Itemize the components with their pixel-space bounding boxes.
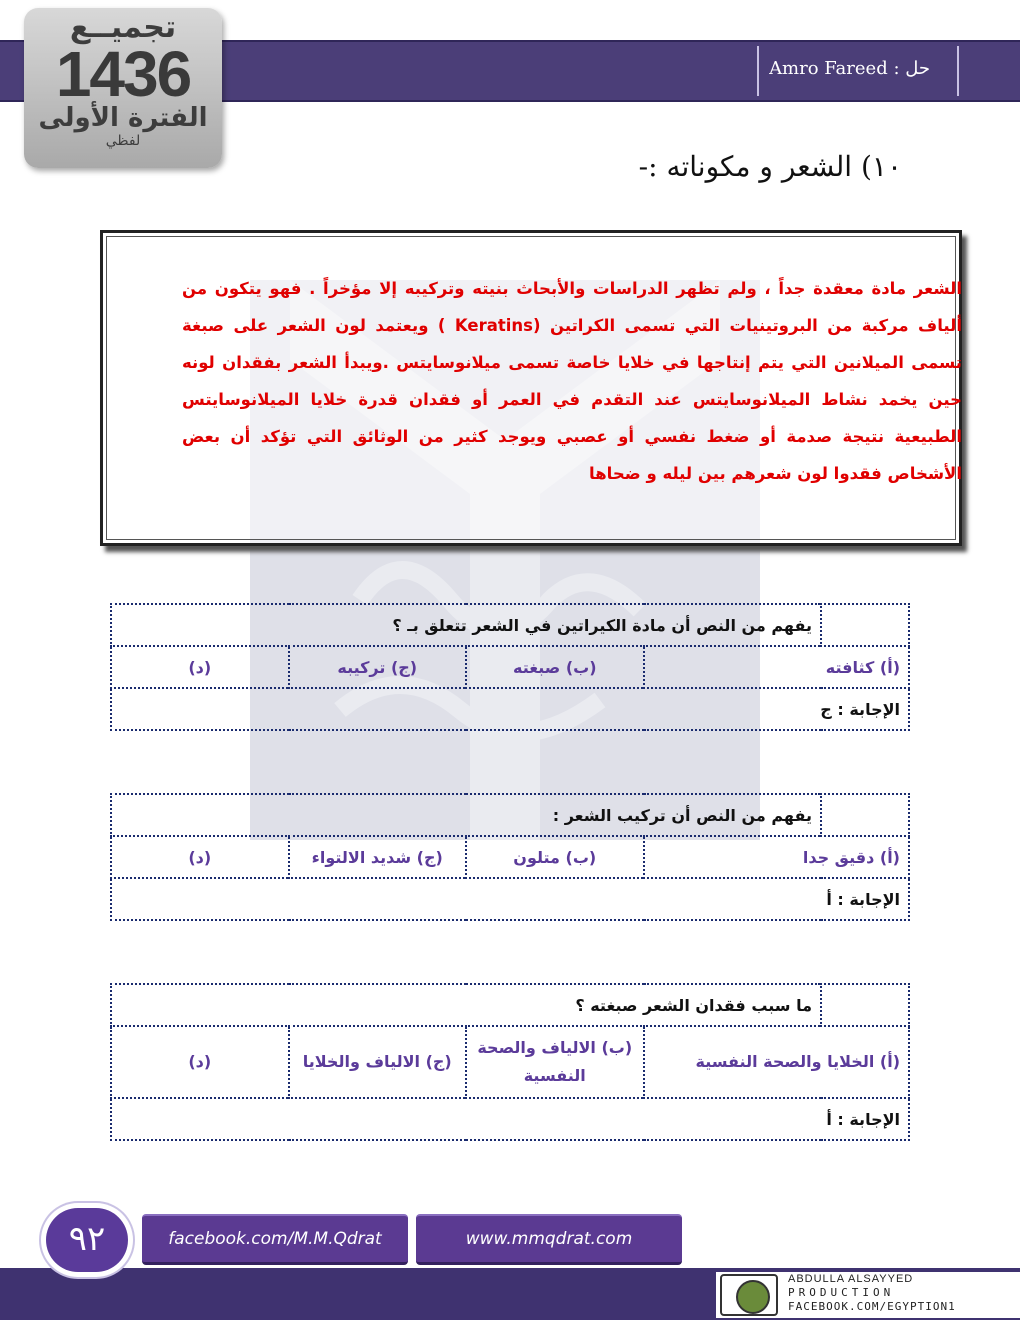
question-table <box>110 793 910 921</box>
option-b[interactable]: (ب) الالياف والصحة النفسية <box>466 1026 644 1098</box>
option-c[interactable]: (ج) تركيبه <box>289 646 467 688</box>
answer-text: الإجابة : ج <box>111 688 909 730</box>
question-table <box>110 603 910 731</box>
facebook-link[interactable]: facebook.com/M.M.Qdrat <box>142 1214 408 1265</box>
option-a[interactable]: (أ) دقيق جدا <box>644 836 910 878</box>
option-c[interactable]: (ج) شديد الالتواء <box>289 836 467 878</box>
logo-subject: لفظي <box>105 133 141 149</box>
option-a[interactable]: (أ) كثافته <box>644 646 910 688</box>
production-credit <box>716 1272 1020 1318</box>
credit-name: ABDULLA ALSAYYED <box>788 1273 914 1285</box>
question-prompt: يفهم من النص أن مادة الكيراتين في الشعر تتعلق بـ ؟ <box>111 604 821 646</box>
website-link[interactable]: www.mmqdrat.com <box>416 1214 682 1265</box>
header-divider <box>957 46 959 96</box>
option-d[interactable]: (د) <box>111 646 289 688</box>
credit-production: PRODUCTION <box>788 1286 895 1299</box>
option-d[interactable]: (د) <box>111 1026 289 1098</box>
camera-icon <box>720 1274 778 1316</box>
question-table <box>110 983 910 1141</box>
compilation-logo <box>24 8 222 168</box>
section-heading: ١٠) الشعر و مكوناته :- <box>638 150 902 183</box>
author-credit: Amro Fareed : حل <box>769 58 930 79</box>
logo-year: 1436 <box>55 38 191 110</box>
question-number-cell <box>821 794 909 836</box>
logo-period: الفترة الأولى <box>38 103 208 133</box>
option-d[interactable]: (د) <box>111 836 289 878</box>
option-b[interactable]: (ب) صبغته <box>466 646 644 688</box>
option-b[interactable]: (ب) متلون <box>466 836 644 878</box>
question-number-cell <box>821 984 909 1026</box>
option-c[interactable]: (ج) الالياف والخلايا <box>289 1026 467 1098</box>
header-divider <box>757 46 759 96</box>
answer-text: الإجابة : أ <box>111 878 909 920</box>
camera-lens-icon <box>736 1280 770 1314</box>
logo-title: تجميــع <box>69 10 177 45</box>
question-prompt: يفهم من النص أن تركيب الشعر : <box>111 794 821 836</box>
answer-text: الإجابة : أ <box>111 1098 909 1140</box>
credit-facebook: FACEBOOK.COM/EGYPTION1 <box>788 1300 956 1313</box>
option-a[interactable]: (أ) الخلايا والصحة النفسية <box>644 1026 910 1098</box>
question-prompt: ما سبب فقدان الشعر صبغته ؟ <box>111 984 821 1026</box>
passage-text: الشعر مادة معقدة جداً ، ولم تظهر الدراسات والأبحاث بنيته وتركيبه إلا مؤخراً . فهو يتكون من ألياف مركبة من البروتينيات التي تسمى الكراتين (Keratins ) ويعتمد لون الشعر على صبغة تسمى الميلانين التي يتم إنتاجها في خلايا خاصة تسمى ميلانوسايتس .ويبدأ الشعر بفقدان لونه حين يخمد نشاط الميلانوسايتس عند التقدم في العمر أو فقدان قدرة خلايا الميلانوسايتس الطبيعية نتيجة صدمة أو ضغط نفسي أو عصبي ويوجد كثير من الوثائق التي تؤكد أن بعض الأشخاص فقدوا لون شعرهم بين ليله و ضحاها <box>182 279 962 483</box>
question-number-cell <box>821 604 909 646</box>
page-number: ٩٢ <box>46 1208 128 1272</box>
